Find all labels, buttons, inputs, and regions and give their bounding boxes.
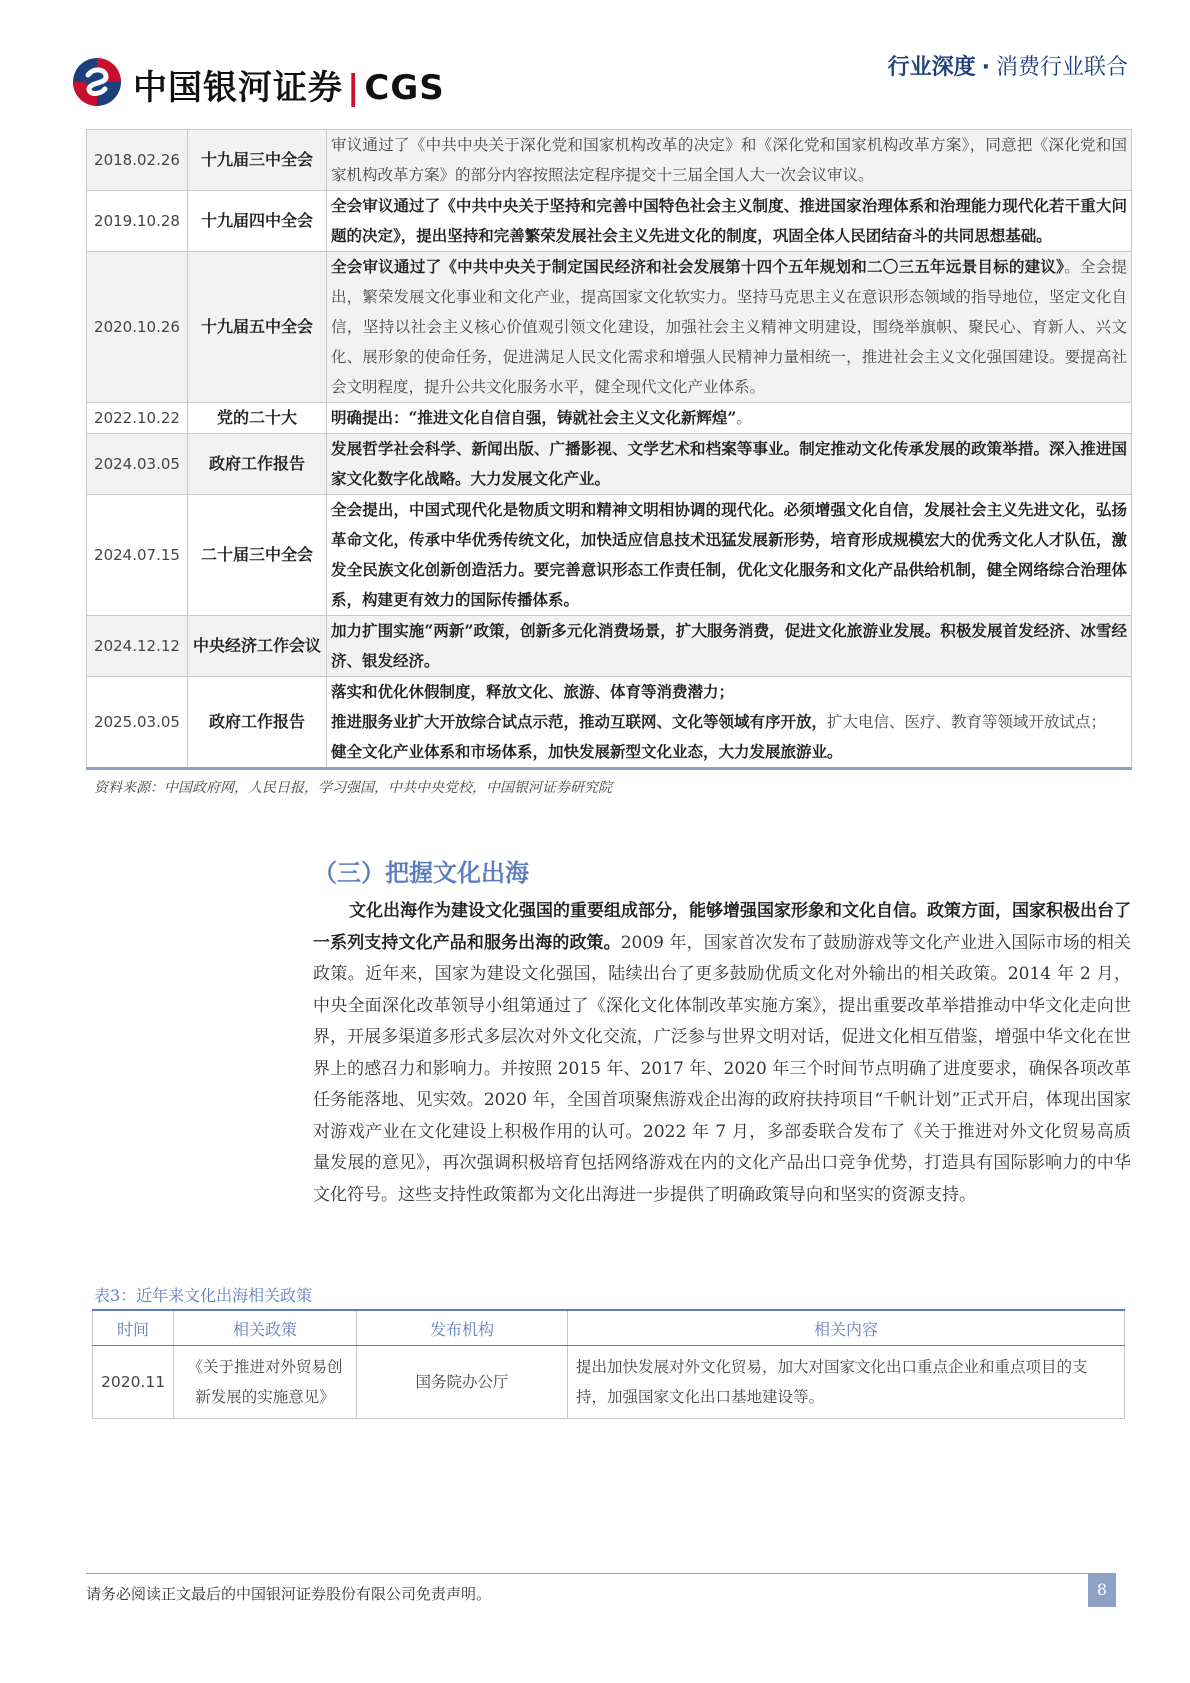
category-label: 行业深度 [887,55,976,80]
table-row [87,130,1132,191]
table-row [87,434,1132,495]
subcategory-label: 消费行业联合 [995,55,1128,80]
cell-content [327,677,1132,769]
table3-caption: 表3：近年来文化出海相关政策 [94,1286,313,1305]
table-row [93,1346,1125,1419]
section-paragraph [313,896,1131,1211]
cell-meeting: 政府工作报告 [188,434,327,495]
cell-content [327,495,1132,616]
culture-export-policy-table [92,1309,1125,1419]
cell-meeting: 二十届三中全会 [188,495,327,616]
content-text: 加力扩围实施“两新”政策，创新多元化消费场景，扩大服务消费，促进文化旅游业发展。积极发展首发经济、冰雪经济、银发经济。 [331,621,1127,670]
brand-cn: 中国银河证券 [133,68,343,108]
content-text: 扩大电信、医疗、教育等领域开放试点； [827,713,1107,731]
cgs-logo-icon [72,57,122,107]
table-row [87,403,1132,434]
content-text: 审议通过了《中共中央关于深化党和国家机构改革的决定》和《深化党和国家机构改革方案》，同意把《深化党和国家机构改革方案》的部分内容按照法定程序提交十三届全国人大一次会议审议。 [331,136,1127,184]
page-header [0,0,1190,120]
cell-org: 国务院办公厅 [357,1346,568,1419]
brand-name [133,60,445,109]
cell-content [327,434,1132,495]
content-text: 。全会提出，繁荣发展文化事业和文化产业，提高国家文化软实力。坚持马克思主义在意识形态领域的指导地位，坚定文化自信，坚持以社会主义核心价值观引领文化建设，加强社会主义精神文明建设，围绕举旗帜、聚民心、育新人、兴文化、展形象的使命任务，促进满足人民文化需求和增强人民精神力量相统一，推进社会主义文化强国建设。要提高社会文明程度，提升公共文化服务水平，健全现代文化产业体系。 [331,258,1127,396]
cell-content: 提出加快发展对外文化贸易，加大对国家文化出口重点企业和重点项目的支持，加强国家文化出口基地建设等。 [568,1346,1125,1419]
cell-meeting: 党的二十大 [188,403,327,434]
cell-date: 2022.10.22 [87,403,188,434]
cell-meeting: 十九届五中全会 [188,252,327,403]
header-org: 发布机构 [357,1310,568,1346]
content-text: 全会审议通过了《中共中央关于制定国民经济和社会发展第十四个五年规划和二〇三五年远景目标的建议》 [331,257,1065,276]
table-row [87,616,1132,677]
cell-date: 2019.10.28 [87,191,188,252]
header-content: 相关内容 [568,1310,1125,1346]
footer-disclaimer: 请务必阅读正文最后的中国银河证券股份有限公司免责声明。 [86,1585,492,1603]
cell-time: 2020.11 [93,1346,174,1419]
content-text: 明确提出：“推进文化自信自强，铸就社会主义文化新辉煌” [331,408,737,427]
cell-date: 2018.02.26 [87,130,188,191]
cell-content [327,616,1132,677]
header-policy: 相关政策 [174,1310,357,1346]
cell-date: 2024.07.15 [87,495,188,616]
content-text: 。 [736,409,752,427]
table-source: 资料来源：中国政府网，人民日报，学习强国，中共中央党校，中国银河证券研究院 [94,780,612,796]
cell-date: 2024.12.12 [87,616,188,677]
cell-meeting: 政府工作报告 [188,677,327,769]
cell-content [327,130,1132,191]
cell-date: 2020.10.26 [87,252,188,403]
page-number: 8 [1088,1573,1116,1607]
brand-en: CGS [364,68,445,108]
table-row [87,191,1132,252]
footer-divider [86,1573,1114,1574]
brand-separator: | [347,68,361,108]
paragraph-lead: 文化出海作为建设文化强国的重要组成部分，能够增强国家形象和文化自信。政策方面，国家积极出台了一系列支持文化产品和服务出海的政策。 [313,901,1131,953]
cell-content [327,252,1132,403]
cell-meeting: 十九届三中全会 [188,130,327,191]
content-line [331,677,1127,707]
cell-date: 2025.03.05 [87,677,188,769]
content-text: 推进服务业扩大开放综合试点示范，推动互联网、文化等领域有序开放， [331,712,828,731]
table-row [87,495,1132,616]
category-dot: · [981,55,990,80]
cell-meeting: 中央经济工作会议 [188,616,327,677]
table3-header-row [93,1310,1125,1346]
table-row [87,252,1132,403]
cell-policy: 《关于推进对外贸易创新发展的实施意见》 [174,1346,357,1419]
cell-content [327,191,1132,252]
content-text: 全会审议通过了《中共中央关于坚持和完善中国特色社会主义制度、推进国家治理体系和治理能力现代化若干重大问题的决定》，提出坚持和完善繁荣发展社会主义先进文化的制度，巩固全体人民团结奋斗的共同思想基础。 [331,196,1127,245]
content-text: 发展哲学社会科学、新闻出版、广播影视、文学艺术和档案等事业。制定推动文化传承发展的政策举措。深入推进国家文化数字化战略。大力发展文化产业。 [331,439,1127,488]
cell-content [327,403,1132,434]
policy-timeline-table [86,129,1132,770]
content-line [331,737,1127,767]
paragraph-body: 2009 年，国家首次发布了鼓励游戏等文化产业进入国际市场的相关政策。近年来，国家为建设文化强国，陆续出台了更多鼓励优质文化对外输出的相关政策。2014 年 2 月，中央全面深化改革领导小组第通过了《深化文化体制改革实施方案》，提出重要改革举措推动中华文化走向世界，开展多渠道多形式多层次对外文化交流，广泛参与世界文明对话，促进文化相互借鉴，增强中华文化在世界上的感召力和影响力。并按照 2015 年、2017 年、2020 年三个时间节点明确了进度要求，确保各项改革任务能落地、见实效。2020 年，全国首项聚焦游戏企出海的政府扶持项目“千帆计划”正式开启，体现出国家对游戏产业在文化建设上积极作用的认可。2022 年 7 月，多部委联合发布了《关于推进对外文化贸易高质量发展的意见》，再次强调积极培育包括网络游戏在内的文化产品出口竞争优势，打造具有国际影响力的中华文化符号。这些支持性政策都为文化出海进一步提供了明确政策导向和坚实的资源支持。 [313,932,1131,1205]
content-text: 落实和优化休假制度，释放文化、旅游、体育等消费潜力； [331,682,735,701]
cell-date: 2024.03.05 [87,434,188,495]
content-text: 全会提出，中国式现代化是物质文明和精神文明相协调的现代化。必须增强文化自信，发展社会主义先进文化，弘扬革命文化，传承中华优秀传统文化，加快适应信息技术迅猛发展新形势，培育形成规模宏大的优秀文化人才队伍，激发全民族文化创新创造活力。要完善意识形态工作责任制，优化文化服务和文化产品供给机制，健全网络综合治理体系，构建更有效力的国际传播体系。 [331,500,1127,609]
report-category [888,50,1128,81]
content-line [331,707,1127,737]
content-text: 健全文化产业体系和市场体系，加快发展新型文化业态，大力发展旅游业。 [331,742,843,761]
table-row [87,677,1132,769]
section-title: （三）把握文化出海 [313,858,529,887]
cell-meeting: 十九届四中全会 [188,191,327,252]
header-time: 时间 [93,1310,174,1346]
